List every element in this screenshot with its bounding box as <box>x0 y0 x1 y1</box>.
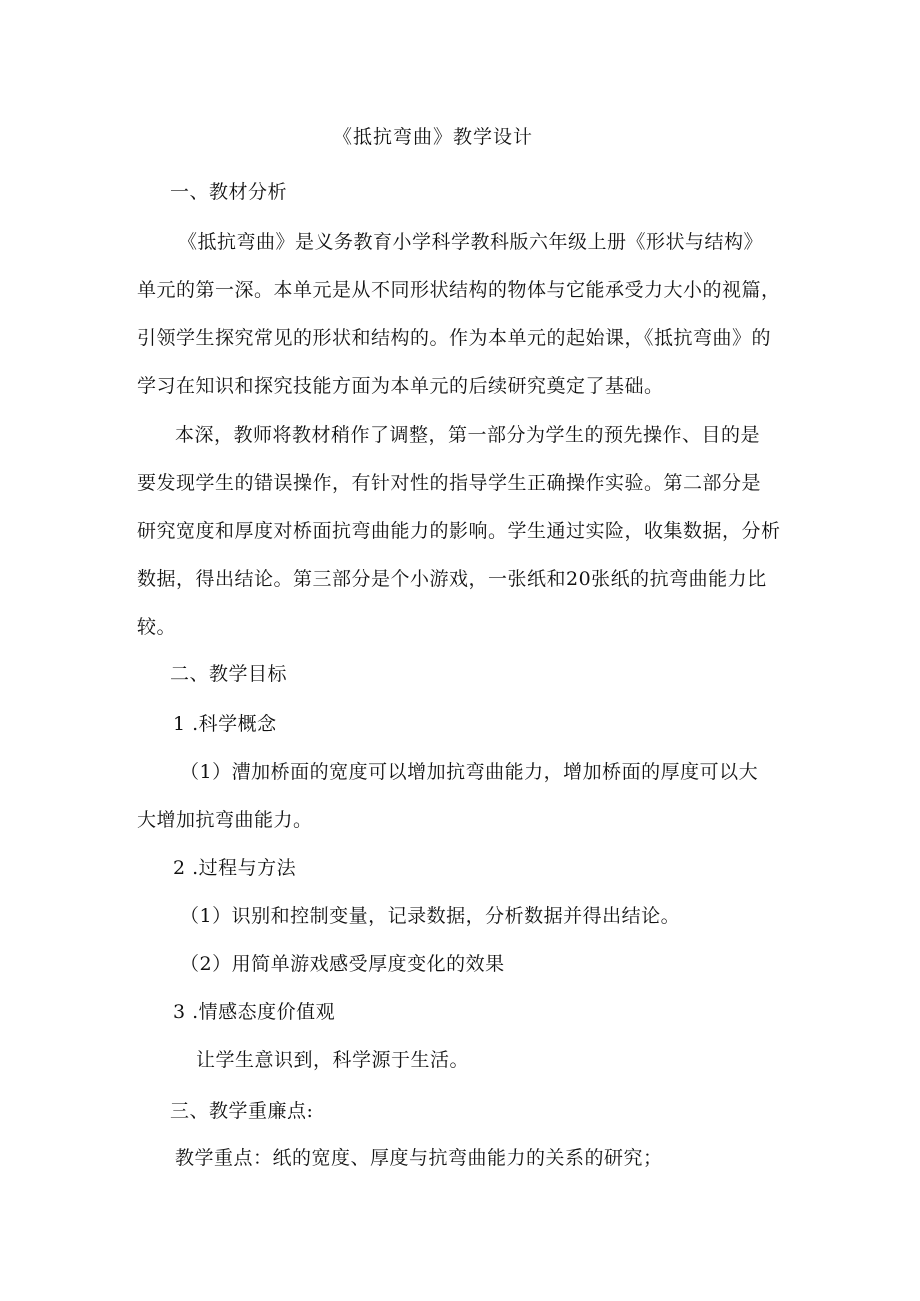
subheading-process-and-methods: 2 .过程与方法 <box>173 857 297 879</box>
paragraph-line: 引领学生探究常见的形状和结构的。作为本单元的起始课，《抵抗弯曲》的 <box>137 327 772 349</box>
paragraph-line: 较。 <box>137 616 177 638</box>
paragraph-line: 数据，得出结论。第三部分是个小游戏，一张纸和20张纸的抗弯曲能力比 <box>137 568 767 590</box>
objective-line: 让学生意识到，科学源于生活。 <box>196 1049 470 1071</box>
paragraph-line: 学习在知识和探究技能方面为本单元的后续研究奠定了基础。 <box>137 375 664 397</box>
section-heading-teaching-objectives: 二、教学目标 <box>170 663 288 685</box>
section-heading-key-points: 三、教学重廉点: <box>170 1100 314 1122</box>
objective-line: （1）识别和控制变量，记录数据，分析数据并得出结论。 <box>180 905 681 927</box>
paragraph-line: 研究宽度和厚度对桥面抗弯曲能力的影响。学生通过实险，收集数据，分析 <box>137 520 781 542</box>
objective-line: （2）用简单游戏感受厚度变化的效果 <box>180 953 505 975</box>
section-heading-materials-analysis: 一、教材分析 <box>170 181 288 203</box>
subheading-emotions-attitudes-values: 3 .情感态度价值观 <box>173 1001 336 1023</box>
subheading-science-concepts: 1 .科学概念 <box>173 713 277 735</box>
document-title: 《抵抗弯曲》教学设计 <box>333 126 534 148</box>
objective-line: 大增加抗弯曲能力。 <box>137 809 313 831</box>
paragraph-line: 《抵抗弯曲》是义务教育小学科学教科版六年级上册《形状与结构》 <box>178 231 764 253</box>
objective-line: （1）漕加桥面的宽度可以增加抗弯曲能力，增加桥面的厚度可以大 <box>180 761 759 783</box>
key-point-line: 教学重点：纸的宽度、厚度与抗弯曲能力的关系的研究； <box>175 1147 663 1169</box>
paragraph-line: 本深，教师将教材稍作了调整，第一部分为学生的预先操作、目的是 <box>175 424 761 446</box>
paragraph-line: 单元的第一深。本单元是从不同形状结构的物体与它能承受力大小的视篇， <box>137 279 781 301</box>
paragraph-line: 要发现学生的错误操作，有针对性的指导学生正确操作实验。第二部分是 <box>137 472 762 494</box>
